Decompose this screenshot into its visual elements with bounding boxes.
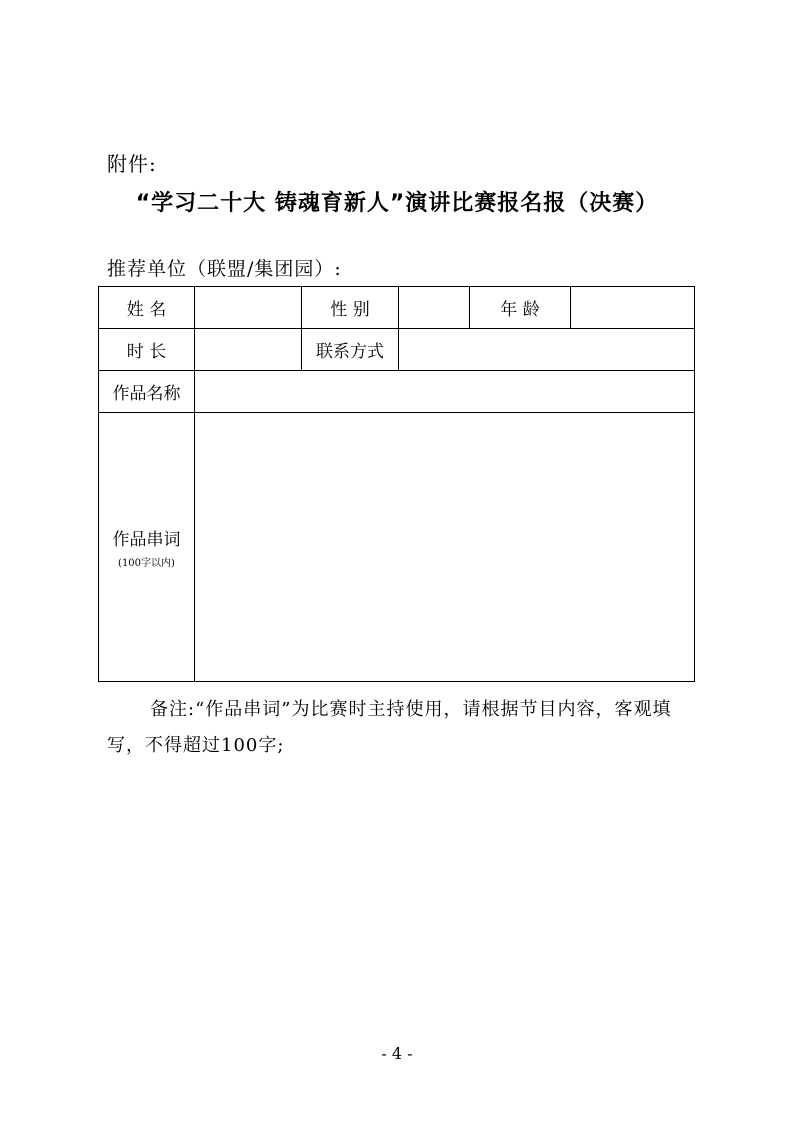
page-number: - 4 - [381,1044,413,1063]
age-field[interactable] [571,287,695,329]
age-label: 年 龄 [470,287,571,329]
form-row-intro [99,413,695,682]
duration-label: 时 长 [99,329,195,371]
intro-label: 作品串词 [112,530,181,550]
page-title: “学习二十大 铸魂育新人”演讲比赛报名报（决赛） [135,191,659,216]
note-text: 备注:“作品串词”为比赛时主持使用，请根据节目内容，客观填写，不得超过100字; [107,699,672,756]
name-field[interactable] [195,287,302,329]
work-title-field[interactable] [195,371,695,413]
form-row-duration-contact [99,329,695,371]
duration-field[interactable] [195,329,302,371]
intro-sublabel: (100字以内) [118,558,175,569]
work-title-label: 作品名称 [99,371,195,413]
gender-label: 性 别 [302,287,399,329]
contact-label: 联系方式 [302,329,399,371]
form-row-basic-info [99,287,695,329]
intro-label-cell [99,413,195,682]
intro-field[interactable] [195,413,695,682]
registration-form-table [98,286,695,682]
attachment-label: 附件: [107,152,157,176]
name-label: 姓 名 [99,287,195,329]
contact-field[interactable] [399,329,695,371]
gender-field[interactable] [399,287,470,329]
form-row-work-title [99,371,695,413]
recommend-unit-label: 推荐单位（联盟/集团园）: [107,258,342,280]
